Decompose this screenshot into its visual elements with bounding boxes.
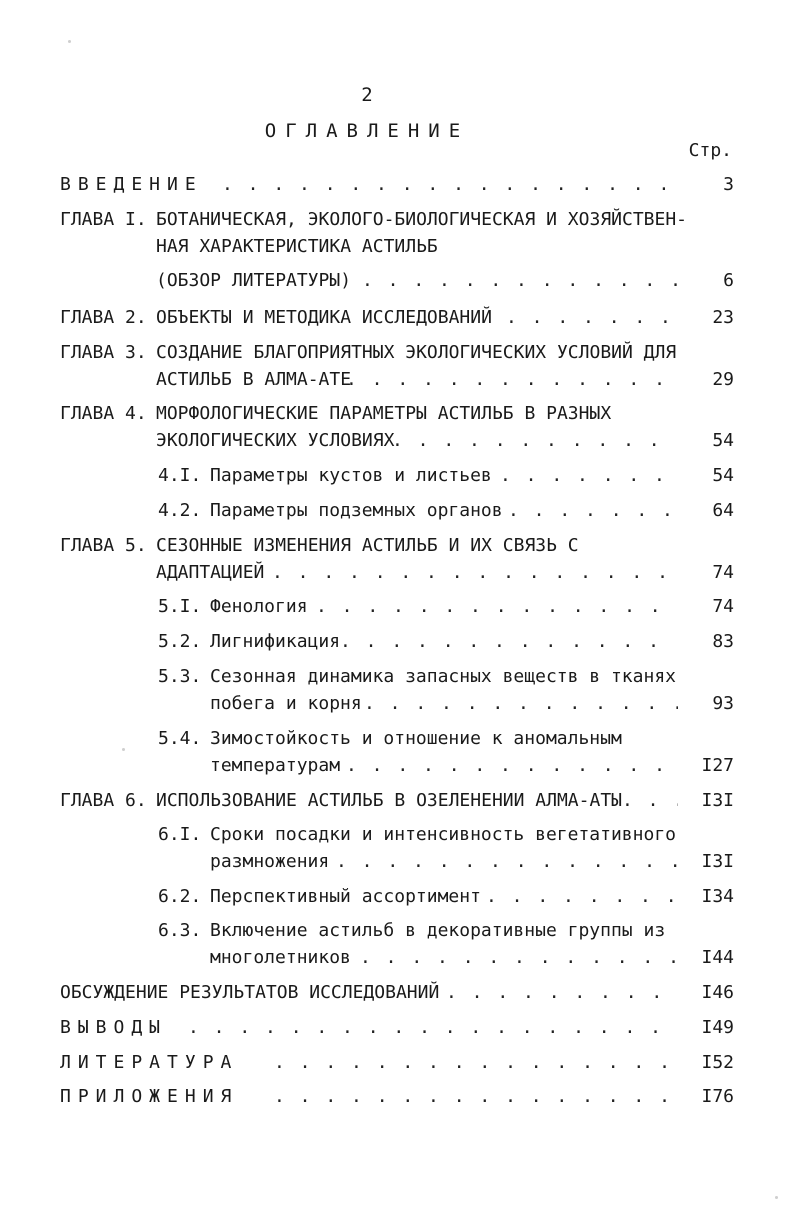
toc-page-number: 74 — [712, 562, 734, 583]
toc-page-number: I3I — [701, 790, 734, 811]
toc-entry-title: Перспективный ассортимент — [210, 886, 481, 907]
toc-entry-title: ВЫВОДЫ — [60, 1017, 168, 1038]
toc-entry-title: Зимостойкость и отношение к аномальным — [210, 728, 622, 749]
dot-leader — [346, 753, 678, 779]
toc-entry-section-6-3[interactable] — [0, 918, 794, 944]
toc-entry-chapter-5-cont — [0, 560, 794, 586]
toc-entry-discussion[interactable] — [0, 980, 794, 1006]
dot-leader — [362, 268, 678, 294]
section-label: 4.2. — [158, 500, 202, 521]
toc-entry-intro[interactable] — [0, 172, 794, 198]
chapter-label: ГЛАВА 5. — [60, 535, 147, 556]
toc-entry-section-4-1[interactable] — [0, 463, 794, 489]
toc-page-number: I27 — [701, 755, 734, 776]
section-label: 5.4. — [158, 728, 202, 749]
dot-leader — [622, 788, 678, 814]
chapter-label: ГЛАВА 2. — [60, 307, 147, 328]
scan-speck — [775, 1196, 778, 1199]
chapter-label: ГЛАВА I. — [60, 209, 147, 230]
toc-page-number: 6 — [723, 270, 734, 291]
section-label: 6.I. — [158, 824, 202, 845]
toc-entry-title: ПРИЛОЖЕНИЯ — [60, 1086, 239, 1107]
chapter-label: ГЛАВА 3. — [60, 342, 147, 363]
toc-entry-chapter-6[interactable] — [0, 788, 794, 814]
page-number: 2 — [361, 84, 373, 106]
page-title: ОГЛАВЛЕНИЕ — [264, 120, 470, 142]
toc-entry-chapter-1-cont — [0, 268, 794, 294]
toc-entry-title-cont: температурам — [210, 755, 341, 776]
toc-entry-section-5-3-cont — [0, 691, 794, 717]
scan-speck — [68, 40, 71, 43]
toc-entry-chapter-5[interactable] — [0, 533, 794, 559]
section-label: 5.3. — [158, 666, 202, 687]
toc-entry-section-5-4-cont — [0, 753, 794, 779]
toc-entry-section-5-3[interactable] — [0, 664, 794, 690]
toc-page-number: I49 — [701, 1017, 734, 1038]
toc-entry-title-cont: размножения — [210, 851, 330, 872]
toc-page-number: I44 — [701, 947, 734, 968]
toc-entry-section-6-1-cont — [0, 849, 794, 875]
toc-page-number: 93 — [712, 693, 734, 714]
section-label: 5.I. — [158, 596, 202, 617]
toc-entry-title-cont: многолетников — [210, 947, 351, 968]
section-label: 5.2. — [158, 631, 202, 652]
toc-entry-chapter-4[interactable] — [0, 401, 794, 427]
toc-entry-title: СЕЗОННЫЕ ИЗМЕНЕНИЯ АСТИЛЬБ И ИХ СВЯЗЬ С — [156, 535, 579, 556]
dot-leader — [364, 691, 678, 717]
toc-page-number: 29 — [712, 369, 734, 390]
dot-leader — [346, 367, 678, 393]
toc-entry-chapter-3-cont — [0, 367, 794, 393]
dot-leader — [446, 980, 678, 1006]
toc-entry-title: Параметры подземных органов — [210, 500, 503, 521]
toc-entry-title: Лигнификация — [210, 631, 341, 652]
toc-entry-title: ОБЪЕКТЫ И МЕТОДИКА ИССЛЕДОВАНИЙ — [156, 307, 492, 328]
toc-entry-section-5-2[interactable] — [0, 629, 794, 655]
chapter-label: ГЛАВА 4. — [60, 403, 147, 424]
chapter-label: ГЛАВА 6. — [60, 790, 147, 811]
toc-page-number: 74 — [712, 596, 734, 617]
toc-entry-section-6-2[interactable] — [0, 884, 794, 910]
toc-page-number: 54 — [712, 430, 734, 451]
toc-entry-chapter-3[interactable] — [0, 340, 794, 366]
dot-leader — [188, 1015, 678, 1041]
toc-entry-literature[interactable] — [0, 1050, 794, 1076]
section-label: 4.I. — [158, 465, 202, 486]
dot-leader — [336, 849, 678, 875]
toc-entry-section-5-4[interactable] — [0, 726, 794, 752]
toc-entry-title-cont: ЭКОЛОГИЧЕСКИХ УСЛОВИЯХ — [156, 430, 395, 451]
toc-entry-title: Фенология — [210, 596, 308, 617]
toc-entry-title: Сезонная динамика запасных веществ в тканях — [210, 666, 676, 687]
toc-entry-section-4-2[interactable] — [0, 498, 794, 524]
scan-speck — [122, 748, 125, 751]
toc-page-number: 3 — [723, 174, 734, 195]
toc-entry-title: ОБСУЖДЕНИЕ РЕЗУЛЬТАТОВ ИССЛЕДОВАНИЙ — [60, 982, 440, 1003]
toc-entry-chapter-1-cont — [0, 234, 794, 260]
toc-entry-title: ИСПОЛЬЗОВАНИЕ АСТИЛЬБ В ОЗЕЛЕНЕНИИ АЛМА-АТЫ — [156, 790, 622, 811]
page-column-header: Стр. — [688, 140, 732, 161]
toc-entry-title: БОТАНИЧЕСКАЯ, ЭКОЛОГО-БИОЛОГИЧЕСКАЯ И ХОЗЯЙСТВЕН- — [156, 209, 688, 230]
toc-entry-appendix[interactable] — [0, 1084, 794, 1110]
dot-leader — [316, 594, 678, 620]
toc-page-number: 83 — [712, 631, 734, 652]
toc-entry-section-6-3-cont — [0, 945, 794, 971]
toc-entry-section-5-1[interactable] — [0, 594, 794, 620]
section-label: 6.3. — [158, 920, 202, 941]
toc-entry-chapter-4-cont — [0, 428, 794, 454]
toc-entry-conclusions[interactable] — [0, 1015, 794, 1041]
dot-leader — [272, 560, 678, 586]
toc-page-number: I46 — [701, 982, 734, 1003]
toc-entry-title: Параметры кустов и листьев — [210, 465, 492, 486]
toc-page-number: I3I — [701, 851, 734, 872]
toc-page-number: I34 — [701, 886, 734, 907]
toc-page-number: 64 — [712, 500, 734, 521]
toc-page-number: I52 — [701, 1052, 734, 1073]
dot-leader — [508, 498, 678, 524]
toc-page-number: 23 — [712, 307, 734, 328]
toc-entry-title-cont: (ОБЗОР ЛИТЕРАТУРЫ) — [156, 270, 352, 291]
toc-entry-title-cont: побега и корня — [210, 693, 362, 714]
toc-entry-section-6-1[interactable] — [0, 822, 794, 848]
toc-entry-chapter-2[interactable] — [0, 305, 794, 331]
toc-entry-title: Сроки посадки и интенсивность вегетативного — [210, 824, 676, 845]
toc-entry-chapter-1[interactable] — [0, 207, 794, 233]
toc-entry-title-cont: АДАПТАЦИЕЙ — [156, 562, 265, 583]
toc-entry-title-cont: АСТИЛЬБ В АЛМА-АТЕ — [156, 369, 352, 390]
dot-leader — [274, 1050, 678, 1076]
toc-entry-title: СОЗДАНИЕ БЛАГОПРИЯТНЫХ ЭКОЛОГИЧЕСКИХ УСЛОВИЙ ДЛЯ — [156, 342, 677, 363]
toc-entry-title: МОРФОЛОГИЧЕСКИЕ ПАРАМЕТРЫ АСТИЛЬБ В РАЗНЫХ — [156, 403, 612, 424]
dot-leader — [500, 463, 678, 489]
toc-page-number: I76 — [701, 1086, 734, 1107]
toc-entry-title: Включение астильб в декоративные группы из — [210, 920, 666, 941]
dot-leader — [274, 1084, 678, 1110]
toc-entry-title-cont: НАЯ ХАРАКТЕРИСТИКА АСТИЛЬБ — [156, 236, 438, 257]
dot-leader — [506, 305, 678, 331]
dot-leader — [486, 884, 678, 910]
dot-leader — [340, 629, 678, 655]
toc-entry-title: ЛИТЕРАТУРА — [60, 1052, 239, 1073]
dot-leader — [392, 428, 678, 454]
section-label: 6.2. — [158, 886, 202, 907]
toc-page-number: 54 — [712, 465, 734, 486]
dot-leader — [222, 172, 678, 198]
dot-leader — [360, 945, 678, 971]
toc-entry-title: ВВЕДЕНИЕ — [60, 174, 203, 195]
